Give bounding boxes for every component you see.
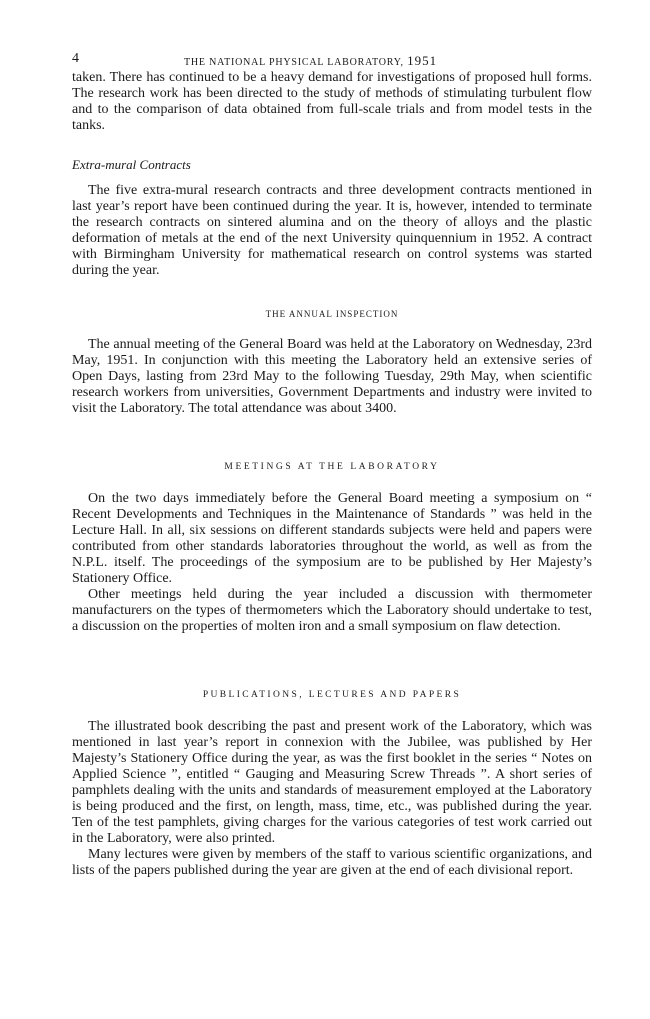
running-title bbox=[184, 53, 437, 69]
opening-paragraph: taken. There has continued to be a heavy demand for investigations of proposed hull forms. The research work has been directed to the study of methods of stimulating turbulent flow and to the comparison of data obtained from full-scale trials and from model tests in the tanks. bbox=[72, 70, 592, 133]
running-title-year: 1951 bbox=[407, 53, 438, 68]
running-title-text: THE NATIONAL PHYSICAL LABORATORY, bbox=[184, 57, 404, 68]
running-head bbox=[72, 50, 592, 70]
page-number: 4 bbox=[72, 51, 79, 66]
publications-paragraph-1: The illustrated book describing the past and present work of the Laboratory, which was mentioned in last year’s report in connexion with the Jubilee, was published by Her Majesty’s Stationery Office during the year, as was the first booklet in the series “ Notes on Applied Science ”, entitled “ Gauging and Measuring Screw Threads ”. A short series of pamphlets dealing with the units and standards of measurement employed at the Laboratory is being produced and the first, on length, mass, time, etc., was published during the year. Ten of the test pamphlets, giving charges for the various categories of test work carried out in the Laboratory, were also printed. bbox=[72, 719, 592, 846]
extra-mural-heading: Extra-mural Contracts bbox=[72, 157, 191, 172]
document-page bbox=[72, 50, 592, 879]
annual-inspection-heading: THE ANNUAL INSPECTION bbox=[265, 309, 399, 319]
meetings-heading: MEETINGS AT THE LABORATORY bbox=[224, 462, 440, 472]
publications-paragraph-2: Many lectures were given by members of the staff to various scientific organizations, and lists of the papers published during the year are given at the end of each divisional report. bbox=[72, 847, 592, 878]
meetings-paragraph-1: On the two days immediately before the General Board meeting a symposium on “ Recent Developments and Techniques in the Maintenance of Standards ” was held in the Lecture Hall. In all, six sessions on different standards subjects were held and papers were contributed from other standards laboratories throughout the world, as well as from the N.P.L. itself. The proceedings of the symposium are to be published by Her Majesty’s Stationery Office. bbox=[72, 491, 592, 586]
extra-mural-paragraph: The five extra-mural research contracts and three development contracts mentioned in last year’s report have been continued during the year. It is, however, intended to terminate the research contracts on sintered alumina and on the theory of alloys and the plastic deformation of metals at the end of the next University quinquennium in 1952. A contract with Birmingham University for mathematical research on control systems was started during the year. bbox=[72, 183, 592, 278]
publications-heading: PUBLICATIONS, LECTURES AND PAPERS bbox=[202, 690, 462, 700]
annual-inspection-paragraph: The annual meeting of the General Board was held at the Laboratory on Wednesday, 23rd May, 1951. In conjunction with this meeting the Laboratory held an extensive series of Open Days, lasting from 23rd May to the following Tuesday, 29th May, when scientific research workers from universities, Government Departments and industry were invited to visit the Laboratory. The total attendance was about 3400. bbox=[72, 337, 592, 416]
meetings-paragraph-2: Other meetings held during the year included a discussion with thermometer manufacturers on the types of thermometers which the Laboratory should undertake to test, a discussion on the properties of molten iron and a small symposium on flaw detection. bbox=[72, 587, 592, 634]
